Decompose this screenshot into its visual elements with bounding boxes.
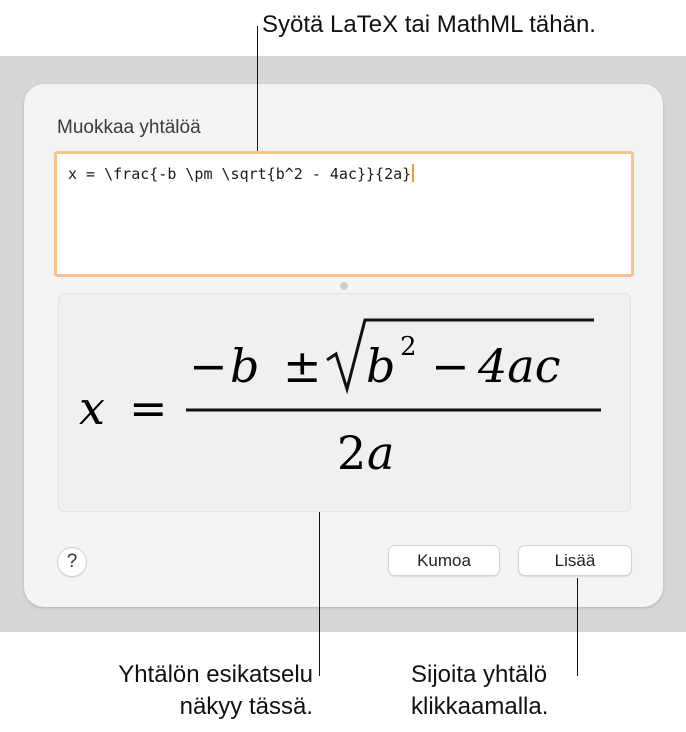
callout-preview-line2: näkyy tässä. — [179, 693, 313, 720]
equation-input[interactable] — [54, 151, 634, 277]
eq-num-b: b — [230, 339, 260, 393]
eq-pm: ± — [283, 339, 322, 393]
eq-den-a: a — [367, 426, 395, 480]
callout-insert-line1: Sijoita yhtälö — [411, 661, 548, 688]
insert-button[interactable]: Lisää — [518, 545, 632, 576]
callout-input-hint: Syötä LaTeX tai MathML tähän. — [262, 11, 596, 38]
cancel-button[interactable]: Kumoa — [388, 545, 500, 576]
eq-lhs: x — [79, 381, 105, 435]
eq-radicand-b: b — [366, 339, 396, 393]
equation-input-value: x = \frac{-b \pm \sqrt{b^2 - 4ac}}{2a} — [68, 165, 412, 183]
help-button[interactable]: ? — [57, 547, 87, 577]
callout-line-preview — [319, 512, 320, 676]
callout-preview-hint — [118, 659, 313, 723]
equation-preview — [58, 293, 631, 512]
callout-line-insert — [577, 578, 578, 676]
callout-insert-hint — [411, 659, 548, 723]
callout-line-input — [257, 26, 258, 151]
eq-num-minus: − — [189, 339, 228, 393]
equation-input-text — [68, 164, 414, 183]
resize-handle[interactable] — [340, 282, 348, 290]
text-caret — [412, 164, 414, 182]
eq-radicand-4ac: 4ac — [478, 339, 561, 393]
eq-equals: = — [129, 381, 168, 435]
eq-exponent: 2 — [400, 332, 417, 362]
callout-preview-line1: Yhtälön esikatselu — [118, 661, 313, 688]
eq-radicand-minus: − — [431, 339, 470, 393]
equation-render — [59, 294, 632, 513]
dialog-title: Muokkaa yhtälöä — [57, 117, 201, 138]
callout-insert-line2: klikkaamalla. — [411, 693, 549, 720]
eq-den-2: 2 — [337, 426, 367, 480]
